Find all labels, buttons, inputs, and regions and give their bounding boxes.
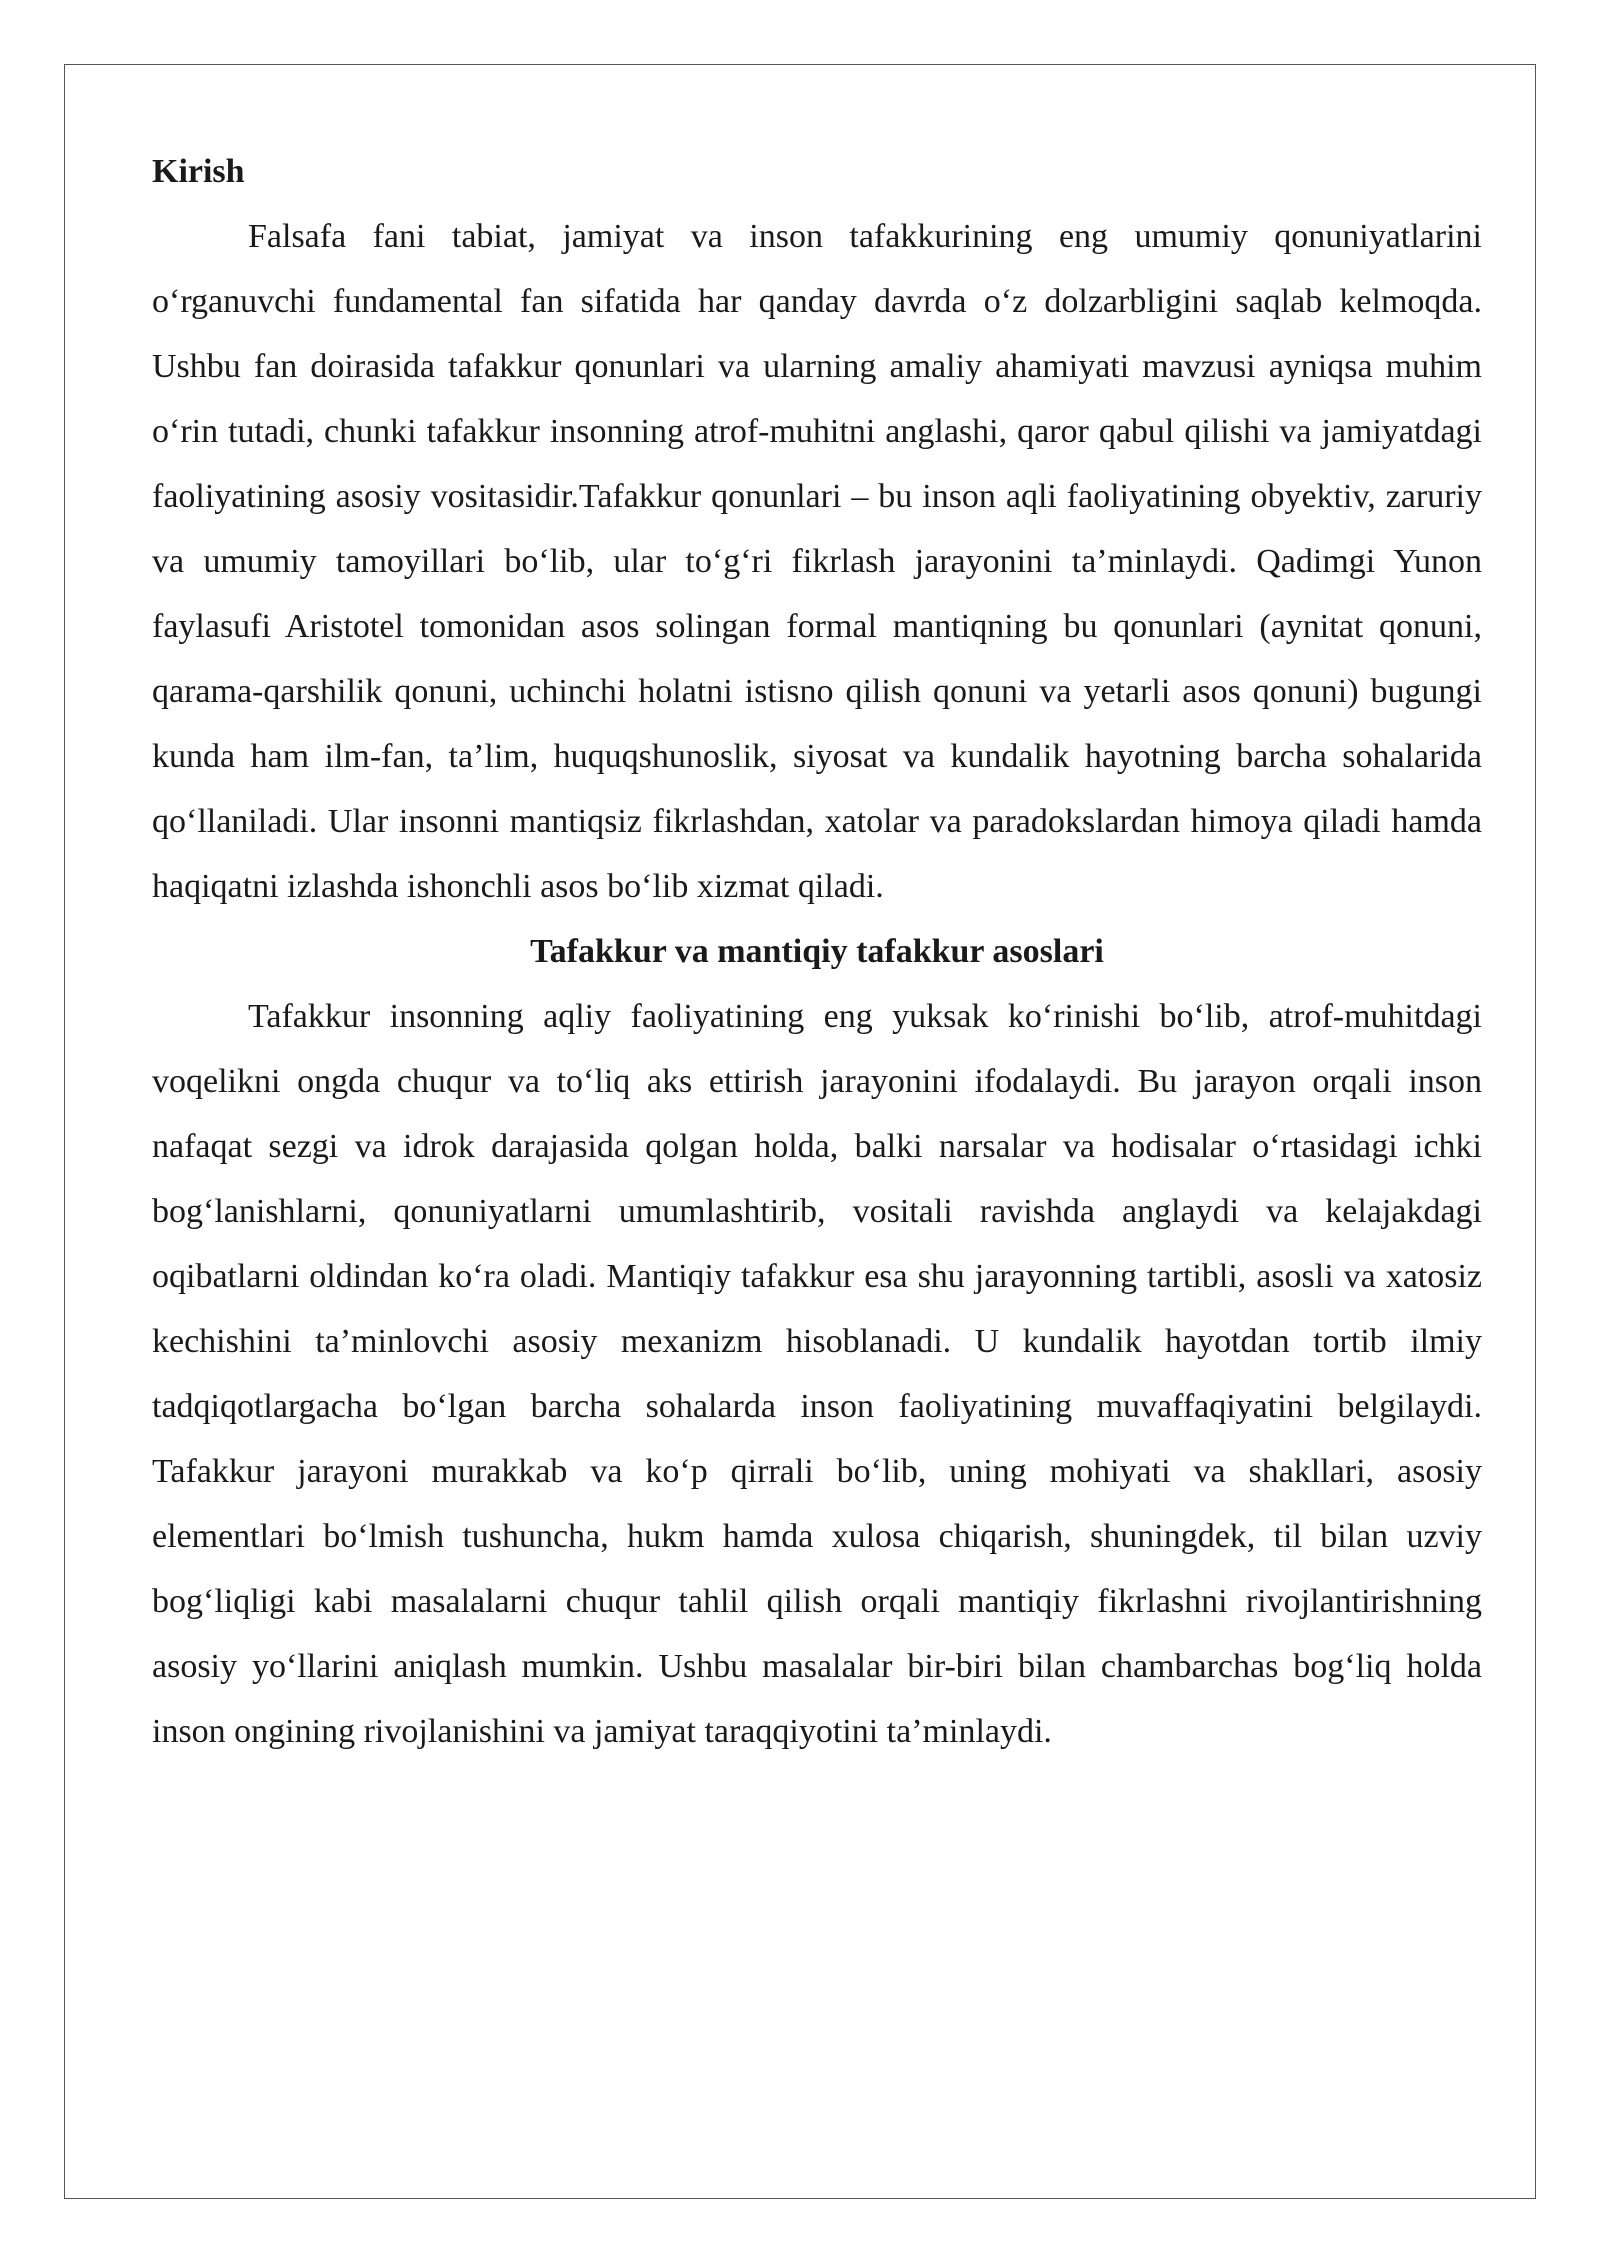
paragraph-intro: Falsafa fani tabiat, jamiyat va inson tafakkurining eng umumiy qonuniyatlarini o‘rganuvchi fundamental fan sifatida har qanday davrda o‘z dolzarbligini saqlab kelmoqda. Ushbu fan doirasida tafakkur qonunlari va ularning amaliy ahamiyati mavzusi ayniqsa muhim o‘rin tutadi, chunki tafakkur insonning atrof-muhitni anglashi, qaror qabul qilishi va jamiyatdagi faoliyatining asosiy vositasidir.Tafakkur qonunlari – bu inson aqli faoliyatining obyektiv, zaruriy va umumiy tamoyillari bo‘lib, ular to‘g‘ri fikrlash jarayonini ta’minlaydi. Qadimgi Yunon faylasufi Aristotel tomonidan asos solingan formal mantiqning bu qonunlari (aynitat qonuni, qarama-qarshilik qonuni, uchinchi holatni istisno qilish qonuni va yetarli asos qonuni) bugungi kunda ham ilm-fan, ta’lim, huquqshunoslik, siyosat va kundalik hayotning barcha sohalarida qo‘llaniladi. Ular insonni mantiqsiz fikrlashdan, xatolar va paradokslardan himoya qiladi hamda haqiqatni izlashda ishonchli asos bo‘lib xizmat qiladi. [152,218,1482,905]
heading-section: Tafakkur va mantiqiy tafakkur asoslari [530,933,1104,970]
paragraph-section: Tafakkur insonning aqliy faoliyatining eng yuksak ko‘rinishi bo‘lib, atrof-muhitdagi voqelikni ongda chuqur va to‘liq aks ettirish jarayonini ifodalaydi. Bu jarayon orqali inson nafaqat sezgi va idrok darajasida qolgan holda, balki narsalar va hodisalar o‘rtasidagi ichki bog‘lanishlarni, qonuniyatlarni umumlashtirib, vositali ravishda anglaydi va kelajakdagi oqibatlarni oldindan ko‘ra oladi. Mantiqiy tafakkur esa shu jarayonning tartibli, asosli va xatosiz kechishini ta’minlovchi asosiy mexanizm hisoblanadi. U kundalik hayotdan tortib ilmiy tadqiqotlargacha bo‘lgan barcha sohalarda inson faoliyatining muvaffaqiyatini belgilaydi. Tafakkur jarayoni murakkab va ko‘p qirrali bo‘lib, uning mohiyati va shakllari, asosiy elementlari bo‘lmish tushuncha, hukm hamda xulosa chiqarish, shuningdek, til bilan uzviy bog‘liqligi kabi masalalarni chuqur tahlil qilish orqali mantiqiy fikrlashni rivojlantirishning asosiy yo‘llarini aniqlash mumkin. Ushbu masalalar bir-biri bilan chambarchas bog‘liq holda inson ongining rivojlanishini va jamiyat taraqqiyotini ta’minlaydi. [152,998,1482,1750]
document-body [152,139,1482,1764]
heading-intro: Kirish [152,153,245,190]
